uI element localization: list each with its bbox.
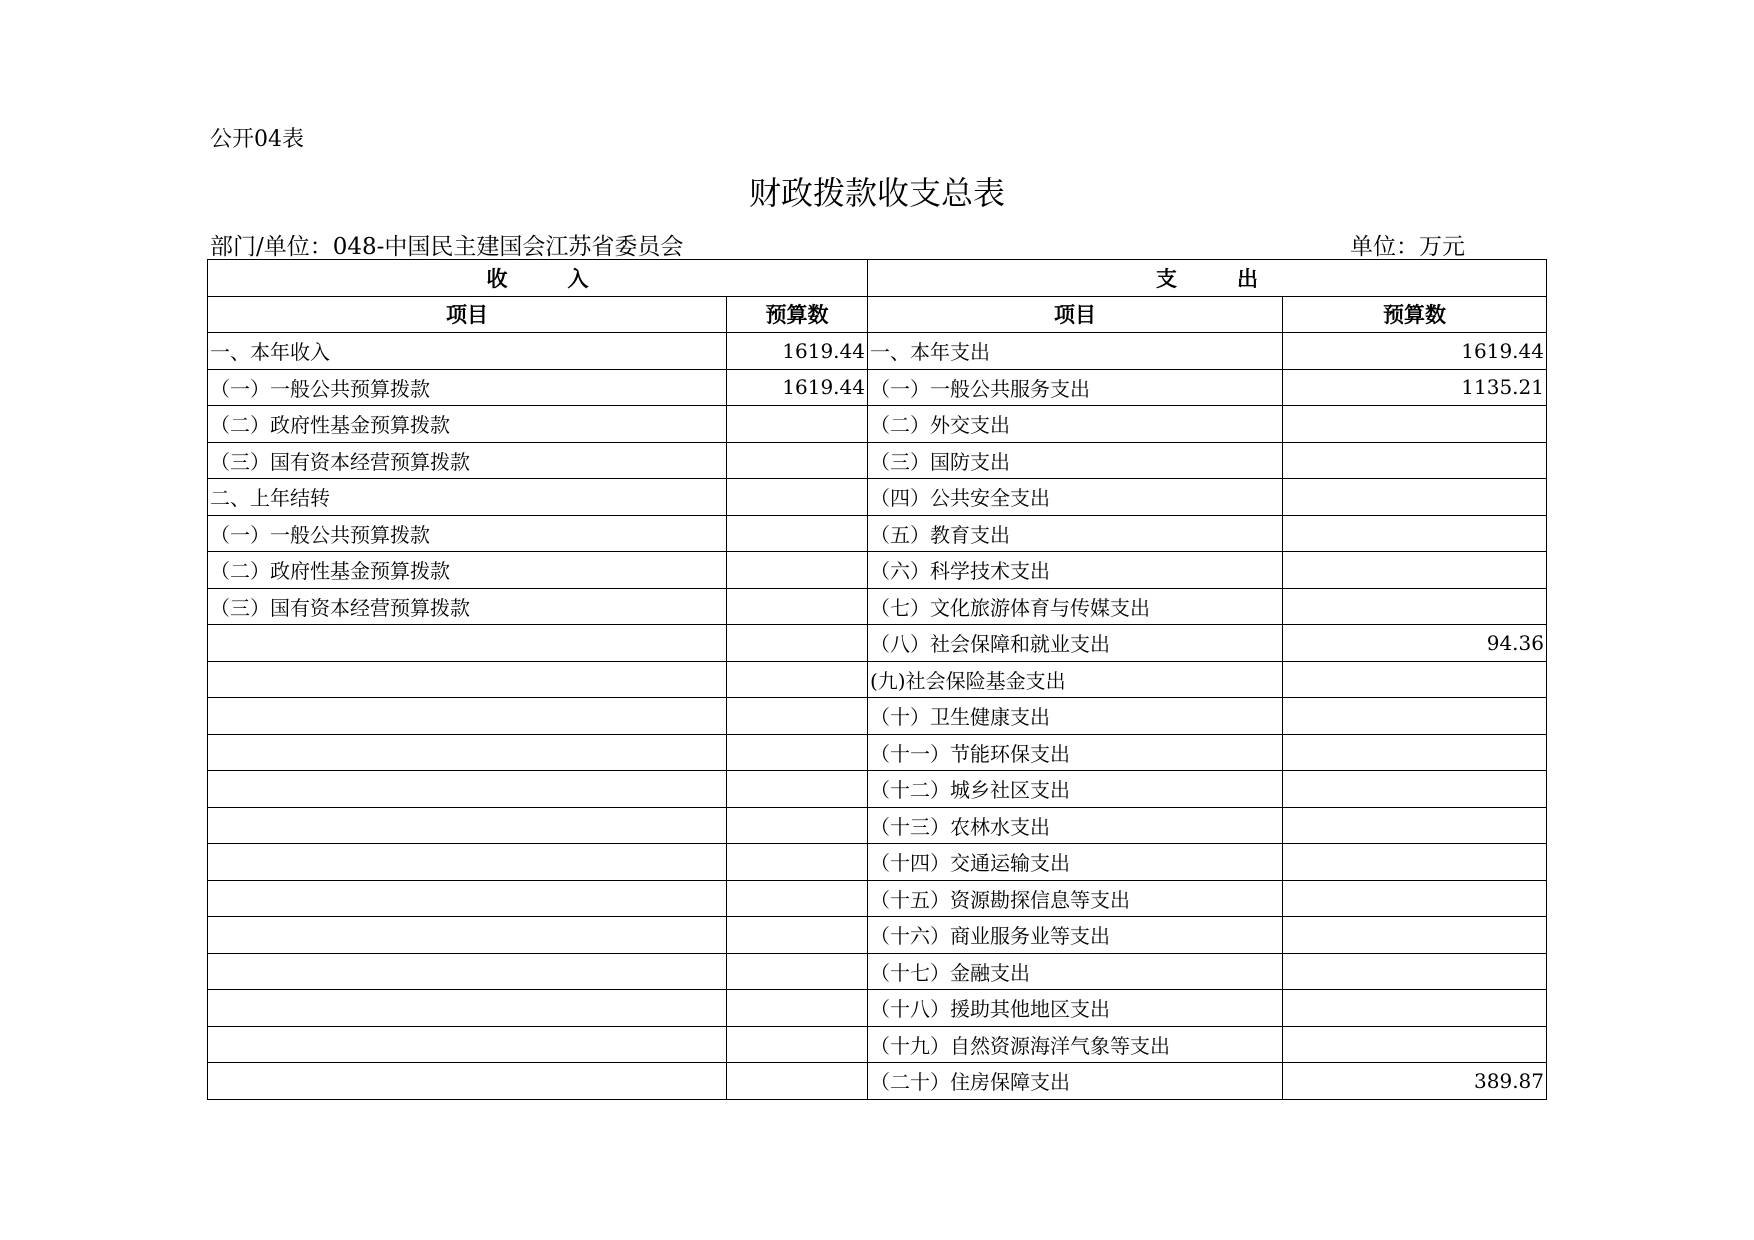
income-budget-cell <box>727 807 868 844</box>
expense-item-cell: （七）文化旅游体育与传媒支出 <box>868 588 1283 625</box>
table-row <box>208 369 1547 406</box>
income-budget-cell <box>727 661 868 698</box>
budget-table <box>207 259 1547 1100</box>
column-header-row <box>208 296 1547 333</box>
expense-item-cell: （一）一般公共服务支出 <box>868 369 1283 406</box>
income-item-cell: （二）政府性基金预算拨款 <box>208 406 727 443</box>
expense-item-cell: （二）外交支出 <box>868 406 1283 443</box>
table-row <box>208 333 1547 370</box>
income-item-cell <box>208 625 727 662</box>
expense-budget-cell: 389.87 <box>1283 1063 1547 1100</box>
expense-item-cell: （十一）节能环保支出 <box>868 734 1283 771</box>
income-item-cell: （一）一般公共预算拨款 <box>208 369 727 406</box>
expense-item-cell: （十七）金融支出 <box>868 953 1283 990</box>
department-label: 部门/单位：048-中国民主建国会江苏省委员会 <box>210 234 684 260</box>
expense-item-cell: （十四）交通运输支出 <box>868 844 1283 881</box>
expense-budget-cell <box>1283 807 1547 844</box>
income-budget-cell <box>727 771 868 808</box>
table-row <box>208 479 1547 516</box>
income-item-cell <box>208 953 727 990</box>
income-item-header: 项目 <box>208 296 727 333</box>
expense-budget-cell <box>1283 515 1547 552</box>
unit-label: 单位：万元 <box>1350 234 1465 260</box>
expense-item-cell: （三）国防支出 <box>868 442 1283 479</box>
expense-item-cell: 一、本年支出 <box>868 333 1283 370</box>
income-budget-header: 预算数 <box>727 296 868 333</box>
expense-budget-cell <box>1283 406 1547 443</box>
income-budget-cell <box>727 406 868 443</box>
income-budget-cell <box>727 1063 868 1100</box>
income-item-cell <box>208 880 727 917</box>
expense-item-cell: （六）科学技术支出 <box>868 552 1283 589</box>
table-row <box>208 844 1547 881</box>
income-item-cell: （三）国有资本经营预算拨款 <box>208 588 727 625</box>
expense-budget-cell <box>1283 552 1547 589</box>
expense-budget-cell <box>1283 880 1547 917</box>
income-budget-cell <box>727 844 868 881</box>
table-row <box>208 917 1547 954</box>
expense-budget-header: 预算数 <box>1283 296 1547 333</box>
table-row <box>208 406 1547 443</box>
expense-item-cell: （十）卫生健康支出 <box>868 698 1283 735</box>
expense-item-cell: （十六）商业服务业等支出 <box>868 917 1283 954</box>
expense-item-cell: （十三）农林水支出 <box>868 807 1283 844</box>
expense-item-cell: （八）社会保障和就业支出 <box>868 625 1283 662</box>
expense-item-cell: (九)社会保险基金支出 <box>868 661 1283 698</box>
expense-budget-cell <box>1283 588 1547 625</box>
expense-section-header: 支 出 <box>868 260 1547 297</box>
table-row <box>208 771 1547 808</box>
income-budget-cell <box>727 625 868 662</box>
expense-budget-cell <box>1283 1026 1547 1063</box>
income-budget-cell: 1619.44 <box>727 333 868 370</box>
expense-item-cell: （十二）城乡社区支出 <box>868 771 1283 808</box>
income-budget-cell <box>727 698 868 735</box>
income-item-cell <box>208 771 727 808</box>
income-item-cell: 二、上年结转 <box>208 479 727 516</box>
expense-budget-cell: 1619.44 <box>1283 333 1547 370</box>
table-row <box>208 990 1547 1027</box>
table-row <box>208 880 1547 917</box>
table-body <box>208 333 1547 1100</box>
table-row <box>208 1063 1547 1100</box>
income-item-cell <box>208 844 727 881</box>
table-row <box>208 698 1547 735</box>
income-item-cell: （三）国有资本经营预算拨款 <box>208 442 727 479</box>
income-budget-cell <box>727 990 868 1027</box>
income-budget-cell <box>727 515 868 552</box>
expense-item-cell: （十五）资源勘探信息等支出 <box>868 880 1283 917</box>
table-row <box>208 661 1547 698</box>
expense-budget-cell <box>1283 917 1547 954</box>
expense-budget-cell <box>1283 479 1547 516</box>
expense-budget-cell <box>1283 771 1547 808</box>
income-budget-cell <box>727 1026 868 1063</box>
expense-item-cell: （四）公共安全支出 <box>868 479 1283 516</box>
expense-budget-cell: 1135.21 <box>1283 369 1547 406</box>
expense-budget-cell <box>1283 844 1547 881</box>
income-item-cell <box>208 807 727 844</box>
expense-item-cell: （十八）援助其他地区支出 <box>868 990 1283 1027</box>
section-header-row <box>208 260 1547 297</box>
table-row <box>208 1026 1547 1063</box>
expense-budget-cell <box>1283 698 1547 735</box>
expense-budget-cell <box>1283 734 1547 771</box>
income-item-cell <box>208 661 727 698</box>
table-row <box>208 515 1547 552</box>
income-item-cell: 一、本年收入 <box>208 333 727 370</box>
income-item-cell <box>208 1063 727 1100</box>
income-budget-cell <box>727 588 868 625</box>
table-row <box>208 807 1547 844</box>
table-row <box>208 552 1547 589</box>
table-row <box>208 953 1547 990</box>
income-budget-cell: 1619.44 <box>727 369 868 406</box>
income-budget-cell <box>727 917 868 954</box>
income-budget-cell <box>727 479 868 516</box>
expense-item-cell: （十九）自然资源海洋气象等支出 <box>868 1026 1283 1063</box>
expense-budget-cell <box>1283 953 1547 990</box>
expense-item-cell: （五）教育支出 <box>868 515 1283 552</box>
income-section-header: 收 入 <box>208 260 868 297</box>
table-row <box>208 442 1547 479</box>
expense-budget-cell <box>1283 442 1547 479</box>
page-title: 财政拨款收支总表 <box>748 174 1005 212</box>
form-code: 公开04表 <box>210 127 304 152</box>
income-budget-cell <box>727 734 868 771</box>
table-row <box>208 588 1547 625</box>
income-item-cell: （一）一般公共预算拨款 <box>208 515 727 552</box>
income-item-cell <box>208 990 727 1027</box>
income-budget-cell <box>727 442 868 479</box>
expense-item-cell: （二十）住房保障支出 <box>868 1063 1283 1100</box>
income-item-cell <box>208 734 727 771</box>
income-budget-cell <box>727 552 868 589</box>
expense-item-header: 项目 <box>868 296 1283 333</box>
expense-budget-cell <box>1283 661 1547 698</box>
table-row <box>208 734 1547 771</box>
table-row <box>208 625 1547 662</box>
expense-budget-cell <box>1283 990 1547 1027</box>
income-budget-cell <box>727 953 868 990</box>
income-budget-cell <box>727 880 868 917</box>
expense-budget-cell: 94.36 <box>1283 625 1547 662</box>
income-item-cell <box>208 698 727 735</box>
income-item-cell <box>208 1026 727 1063</box>
income-item-cell: （二）政府性基金预算拨款 <box>208 552 727 589</box>
income-item-cell <box>208 917 727 954</box>
